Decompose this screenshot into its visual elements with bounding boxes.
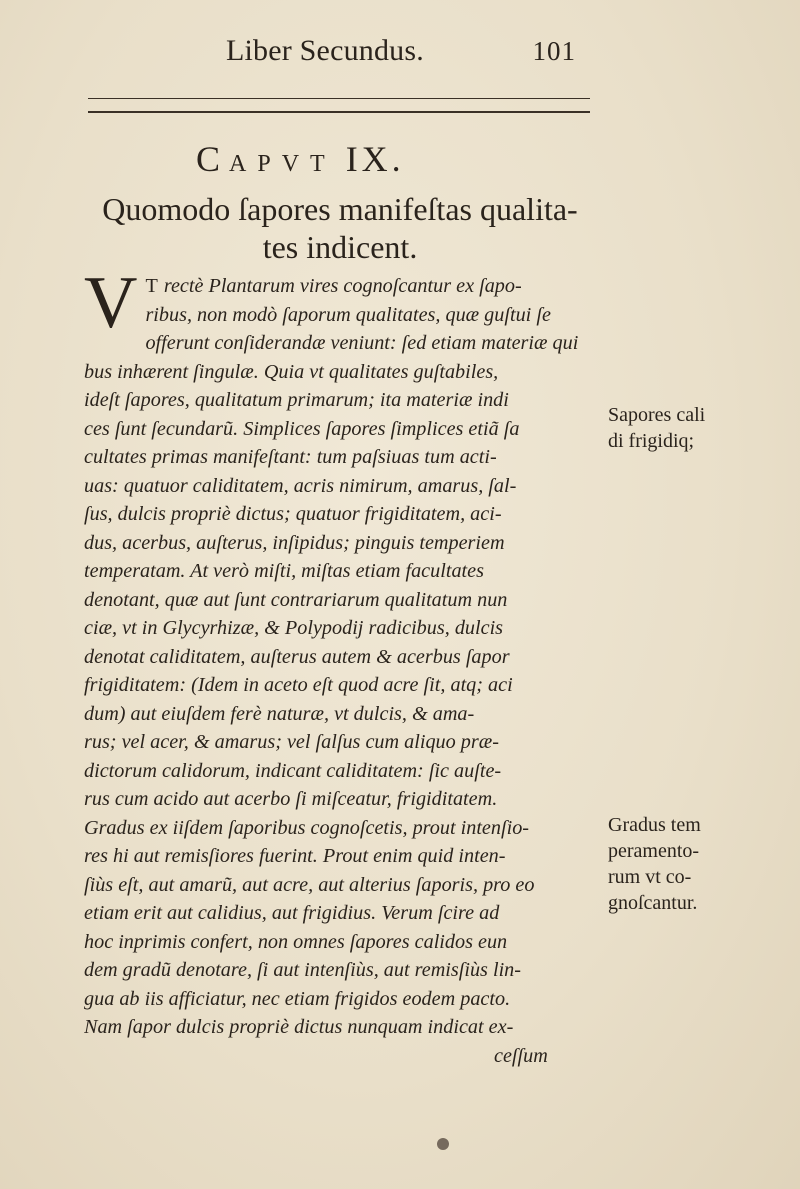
text-line: frigiditatem: (Idem in aceto eſt quod acre ſit, atq; aci: [84, 674, 513, 696]
text-line: res hi aut remisſiores fuerint. Prout enim quid inten-: [84, 845, 506, 867]
text-line: etiam erit aut calidius, aut frigidius. Verum ſcire ad: [84, 902, 500, 924]
text-line: ſus, dulcis propriè dictus; quatuor frigiditatem, aci-: [84, 503, 502, 525]
text-line: denotant, quæ aut ſunt contrariarum qualitatum nun: [84, 588, 508, 611]
chapter-title: [88, 190, 592, 266]
text-line: dem gradũ denotare, ſi aut intenſiùs, aut remisſiùs lin-: [84, 959, 521, 981]
margin-note-sapores: [608, 402, 788, 454]
text-line: bus inhærent ſingulæ. Quia vt qualitates guſtabiles,: [84, 360, 499, 383]
chapter-initial: C: [196, 139, 230, 179]
text-line: hoc inprimis confert, non omnes ſapores calidos eun: [84, 930, 508, 953]
text-line: dictorum calidorum, indicant caliditatem: ſic auſte-: [84, 759, 502, 782]
chapter-number: IX.: [345, 139, 405, 179]
text-line: uas: quatuor caliditatem, acris nimirum, amarus, ſal-: [84, 474, 517, 497]
text-line-content: rectè Plantarum vires cognoſcantur ex ſapo-: [163, 275, 522, 297]
text-line: ciæ, vt in Glycyrhizæ, & Polypodij radicibus, dulcis: [84, 617, 504, 639]
text-line: gua ab iis afficiatur, nec etiam frigidos eodem pacto.: [84, 987, 511, 1010]
running-header: [226, 34, 586, 74]
drop-cap: V: [84, 262, 138, 344]
text-line: dus, acerbus, auſterus, inſipidus; pinguis temperiem: [84, 531, 505, 554]
text-line: [145, 272, 600, 301]
text-line: denotat caliditatem, auſterus autem & acerbus ſapor: [84, 645, 510, 668]
text-line: Nam ſapor dulcis propriè dictus nunquam indicat ex-: [84, 1016, 514, 1038]
text-line: dum) aut eiuſdem ferè naturæ, vt dulcis, & ama-: [84, 702, 475, 725]
margin-note-line: gnoſcantur.: [608, 892, 698, 914]
running-title: Liber Secundus.: [226, 34, 424, 67]
catchword: ceſſum: [494, 1044, 548, 1067]
margin-note-line: peramento-: [608, 840, 700, 862]
title-line: tes indicent.: [262, 229, 418, 265]
header-rule-thick: [88, 111, 590, 113]
chapter-heading: [196, 138, 516, 180]
text-line: Gradus ex iiſdem ſaporibus cognoſcetis, prout intenſio-: [84, 816, 530, 839]
text-line: temperatam. At verò miſti, miſtas etiam facultates: [84, 560, 484, 582]
margin-note-line: rum vt co-: [608, 866, 692, 888]
text-line: ſiùs eſt, aut amarũ, aut acre, aut alterius ſaporis, pro eo: [84, 873, 535, 896]
text-line: ideſt ſapores, qualitatum primarum; ita materiæ indi: [84, 389, 509, 411]
header-rule-thin: [88, 98, 590, 99]
text-line: cultates primas manifeſtant: tum paſsiuas tum acti-: [84, 446, 497, 468]
body-text: [84, 262, 600, 1070]
margin-note-line: di frigidiq;: [608, 430, 695, 452]
text-line: offerunt conſiderandæ veniunt: ſed etiam materiæ qui: [145, 332, 579, 354]
margin-note-gradus: [608, 812, 788, 916]
text-line: ribus, non modò ſaporum qualitates, quæ guſtui ſe: [145, 303, 551, 326]
title-line: Quomodo ſapores manifeſtas qualita-: [102, 191, 578, 227]
text-line: rus; vel acer, & amarus; vel ſalſus cum aliquo præ-: [84, 731, 499, 753]
chapter-word: APVT: [229, 151, 336, 177]
page-number: 101: [532, 36, 576, 66]
first-word: T: [145, 275, 159, 297]
text-line: rus cum acido aut acerbo ſi miſceatur, frigiditatem.: [84, 788, 498, 810]
margin-note-line: Sapores cali: [608, 404, 706, 426]
margin-note-line: Gradus tem: [608, 814, 701, 836]
text-line: ces ſunt ſecundarũ. Simplices ſapores ſimplices etiã ſa: [84, 417, 520, 440]
page-ornament: [437, 1138, 449, 1150]
